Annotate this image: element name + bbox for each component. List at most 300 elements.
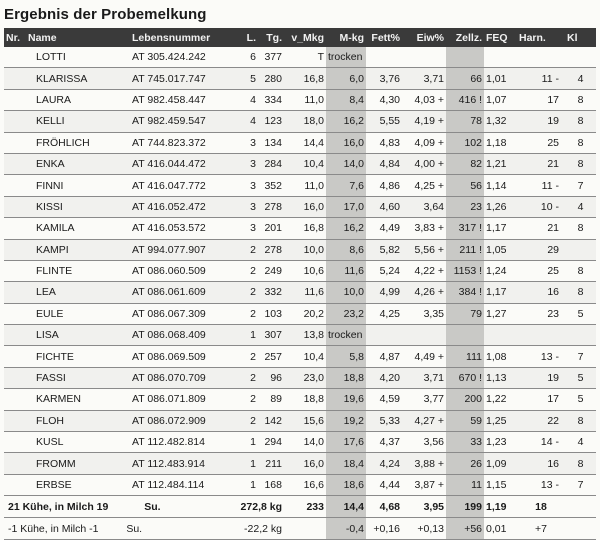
tage: 168 [258, 474, 284, 495]
feq: 1,26 [484, 196, 517, 217]
zellzahl: 26 [446, 453, 484, 474]
diff-fett: +0,16 [366, 518, 402, 540]
cow-name: KLARISSA [26, 68, 130, 89]
klasse: 4 [565, 432, 596, 453]
v-mkg: 18,8 [284, 389, 326, 410]
lebensnummer: AT 416.053.572 [130, 218, 238, 239]
row-nr [4, 453, 26, 474]
klasse: 8 [565, 282, 596, 303]
v-mkg: 16,6 [284, 474, 326, 495]
laktation: 2 [238, 282, 258, 303]
fett: 4,20 [366, 367, 402, 388]
cow-name: FLOH [26, 410, 130, 431]
zellzahl [446, 47, 484, 68]
laktation: 6 [238, 47, 258, 68]
header-eiweiss: Eiw% [402, 28, 446, 47]
tage: 278 [258, 239, 284, 260]
fett: 5,82 [366, 239, 402, 260]
laktation: 3 [238, 175, 258, 196]
v-mkg: 11,6 [284, 282, 326, 303]
row-nr [4, 47, 26, 68]
m-kg: 18,6 [326, 474, 366, 495]
row-nr [4, 89, 26, 110]
harnstoff: 13 - [517, 474, 565, 495]
tage: 307 [258, 325, 284, 346]
feq [484, 47, 517, 68]
klasse [565, 47, 596, 68]
laktation: 3 [238, 132, 258, 153]
lebensnummer: AT 744.823.372 [130, 132, 238, 153]
feq: 1,32 [484, 111, 517, 132]
fett: 4,86 [366, 175, 402, 196]
difference-row [4, 518, 596, 540]
feq: 1,08 [484, 346, 517, 367]
header-nr: Nr. [4, 28, 26, 47]
table-row [4, 153, 596, 174]
fett: 4,59 [366, 389, 402, 410]
row-nr [4, 196, 26, 217]
row-nr [4, 389, 26, 410]
eiweiss [402, 47, 446, 68]
table-row [4, 432, 596, 453]
cow-name: KELLI [26, 111, 130, 132]
tage: 352 [258, 175, 284, 196]
row-nr [4, 432, 26, 453]
v-mkg: 11,0 [284, 175, 326, 196]
lebensnummer: AT 112.482.814 [130, 432, 238, 453]
summary-harnstoff: 18 [517, 496, 565, 518]
m-kg: 11,6 [326, 260, 366, 281]
summary-su-label: Su. [144, 500, 161, 513]
m-kg: 7,6 [326, 175, 366, 196]
tage: 96 [258, 367, 284, 388]
cow-name: KUSL [26, 432, 130, 453]
m-kg: 18,4 [326, 453, 366, 474]
summary-eiweiss: 3,95 [402, 496, 446, 518]
klasse: 8 [565, 153, 596, 174]
tage: 332 [258, 282, 284, 303]
zellzahl: 211 ! [446, 239, 484, 260]
summary-tage: 233 [284, 496, 326, 518]
cow-name: LAURA [26, 89, 130, 110]
eiweiss: 4,25 + [402, 175, 446, 196]
summary-fett: 4,68 [366, 496, 402, 518]
tage: 211 [258, 453, 284, 474]
lebensnummer: AT 086.069.509 [130, 346, 238, 367]
feq: 1,25 [484, 410, 517, 431]
row-nr [4, 367, 26, 388]
laktation: 2 [238, 260, 258, 281]
laktation: 2 [238, 303, 258, 324]
cow-name: ERBSE [26, 474, 130, 495]
zellzahl [446, 325, 484, 346]
harnstoff: 14 - [517, 432, 565, 453]
fett: 4,37 [366, 432, 402, 453]
harnstoff: 19 [517, 111, 565, 132]
feq: 1,21 [484, 153, 517, 174]
m-kg: 16,2 [326, 111, 366, 132]
diff-feq: 0,01 [484, 518, 517, 540]
m-kg: 16,0 [326, 132, 366, 153]
klasse [565, 325, 596, 346]
cow-name: LISA [26, 325, 130, 346]
laktation: 3 [238, 153, 258, 174]
lebensnummer: AT 086.067.309 [130, 303, 238, 324]
v-mkg: 11,0 [284, 89, 326, 110]
header-tage: Tg. [258, 28, 284, 47]
row-nr [4, 218, 26, 239]
harnstoff: 29 [517, 239, 565, 260]
harnstoff: 11 - [517, 68, 565, 89]
m-kg: 17,6 [326, 432, 366, 453]
row-nr [4, 303, 26, 324]
feq: 1,17 [484, 218, 517, 239]
lebensnummer: AT 086.072.909 [130, 410, 238, 431]
feq: 1,22 [484, 389, 517, 410]
v-mkg: 14,4 [284, 132, 326, 153]
row-nr [4, 346, 26, 367]
harnstoff: 21 [517, 153, 565, 174]
diff-zellzahl: +56 [446, 518, 484, 540]
eiweiss: 3,64 [402, 196, 446, 217]
zellzahl: 59 [446, 410, 484, 431]
klasse: 4 [565, 68, 596, 89]
row-nr [4, 239, 26, 260]
klasse: 7 [565, 346, 596, 367]
eiweiss: 3,56 [402, 432, 446, 453]
v-mkg: 16,8 [284, 68, 326, 89]
klasse: 7 [565, 175, 596, 196]
laktation: 1 [238, 325, 258, 346]
header-name: Name [26, 28, 130, 47]
v-mkg: T [284, 47, 326, 68]
m-kg: 8,4 [326, 89, 366, 110]
v-mkg: 16,0 [284, 453, 326, 474]
table-footer [4, 496, 596, 540]
m-kg: 10,0 [326, 282, 366, 303]
zellzahl: 384 ! [446, 282, 484, 303]
header-m-kg: M-kg [326, 28, 366, 47]
fett: 3,76 [366, 68, 402, 89]
klasse: 8 [565, 410, 596, 431]
v-mkg: 20,2 [284, 303, 326, 324]
feq [484, 325, 517, 346]
row-nr [4, 410, 26, 431]
header-harnstoff: Harn. [517, 28, 565, 47]
diff-label: -1 Kühe, in Milch -1 [8, 522, 99, 535]
lebensnummer: AT 086.070.709 [130, 367, 238, 388]
v-mkg: 14,0 [284, 432, 326, 453]
m-kg: 8,6 [326, 239, 366, 260]
fett: 4,25 [366, 303, 402, 324]
feq: 1,13 [484, 367, 517, 388]
fett: 4,84 [366, 153, 402, 174]
tage: 278 [258, 196, 284, 217]
klasse: 8 [565, 260, 596, 281]
zellzahl: 416 ! [446, 89, 484, 110]
m-kg: 16,2 [326, 218, 366, 239]
row-nr [4, 111, 26, 132]
zellzahl: 11 [446, 474, 484, 495]
table-row [4, 474, 596, 495]
diff-total-kg: -22,2 kg [238, 518, 284, 540]
laktation: 1 [238, 432, 258, 453]
tage: 201 [258, 218, 284, 239]
summary-v-mkg [565, 496, 596, 518]
fett: 5,33 [366, 410, 402, 431]
m-kg: trocken [326, 47, 366, 68]
eiweiss: 4,26 + [402, 282, 446, 303]
eiweiss: 3,88 + [402, 453, 446, 474]
lebensnummer: AT 086.071.809 [130, 389, 238, 410]
klasse: 8 [565, 132, 596, 153]
table-row [4, 132, 596, 153]
v-mkg: 13,8 [284, 325, 326, 346]
laktation: 3 [238, 196, 258, 217]
lebensnummer: AT 416.052.472 [130, 196, 238, 217]
fett: 4,44 [366, 474, 402, 495]
summary-zellzahl: 199 [446, 496, 484, 518]
cow-name: FLINTE [26, 260, 130, 281]
zellzahl: 78 [446, 111, 484, 132]
eiweiss: 4,22 + [402, 260, 446, 281]
row-nr [4, 325, 26, 346]
v-mkg: 10,4 [284, 153, 326, 174]
lebensnummer: AT 982.459.547 [130, 111, 238, 132]
table-row [4, 196, 596, 217]
laktation: 2 [238, 346, 258, 367]
table-row [4, 89, 596, 110]
feq: 1,24 [484, 260, 517, 281]
m-kg: 23,2 [326, 303, 366, 324]
harnstoff: 19 [517, 367, 565, 388]
eiweiss: 3,83 + [402, 218, 446, 239]
table-body [4, 47, 596, 496]
fett: 5,24 [366, 260, 402, 281]
v-mkg: 10,0 [284, 239, 326, 260]
eiweiss: 3,77 [402, 389, 446, 410]
diff-m-kg: -0,4 [326, 518, 366, 540]
laktation: 2 [238, 367, 258, 388]
klasse: 8 [565, 89, 596, 110]
m-kg: 5,8 [326, 346, 366, 367]
results-table [4, 28, 596, 540]
v-mkg: 15,6 [284, 410, 326, 431]
cow-name: KARMEN [26, 389, 130, 410]
zellzahl: 102 [446, 132, 484, 153]
v-mkg: 10,4 [284, 346, 326, 367]
harnstoff: 11 - [517, 175, 565, 196]
feq: 1,07 [484, 89, 517, 110]
tage: 257 [258, 346, 284, 367]
harnstoff [517, 325, 565, 346]
eiweiss [402, 325, 446, 346]
table-header [4, 28, 596, 47]
klasse: 8 [565, 453, 596, 474]
summary-row [4, 496, 596, 518]
feq: 1,15 [484, 474, 517, 495]
row-nr [4, 282, 26, 303]
klasse: 8 [565, 111, 596, 132]
laktation: 1 [238, 474, 258, 495]
klasse: 5 [565, 303, 596, 324]
laktation: 2 [238, 239, 258, 260]
header-fett: Fett% [366, 28, 402, 47]
laktation: 2 [238, 389, 258, 410]
feq: 1,18 [484, 132, 517, 153]
tage: 142 [258, 410, 284, 431]
zellzahl: 82 [446, 153, 484, 174]
lebensnummer: AT 416.047.772 [130, 175, 238, 196]
cow-name: FRÖHLICH [26, 132, 130, 153]
tage: 89 [258, 389, 284, 410]
v-mkg: 23,0 [284, 367, 326, 388]
laktation: 4 [238, 111, 258, 132]
v-mkg: 10,6 [284, 260, 326, 281]
harnstoff: 16 [517, 282, 565, 303]
feq: 1,09 [484, 453, 517, 474]
tage: 377 [258, 47, 284, 68]
tage: 249 [258, 260, 284, 281]
cow-name: LEA [26, 282, 130, 303]
table-row [4, 325, 596, 346]
header-laktation: L. [238, 28, 258, 47]
table-row [4, 239, 596, 260]
summary-label: 21 Kühe, in Milch 19 [8, 500, 109, 513]
laktation: 1 [238, 453, 258, 474]
lebensnummer: AT 416.044.472 [130, 153, 238, 174]
klasse: 4 [565, 196, 596, 217]
tage: 294 [258, 432, 284, 453]
lebensnummer: AT 745.017.747 [130, 68, 238, 89]
harnstoff: 10 - [517, 196, 565, 217]
eiweiss: 3,87 + [402, 474, 446, 495]
table-row [4, 453, 596, 474]
eiweiss: 3,35 [402, 303, 446, 324]
eiweiss: 3,71 [402, 68, 446, 89]
table-row [4, 389, 596, 410]
cow-name: LOTTI [26, 47, 130, 68]
diff-harnstoff: +7 [517, 518, 565, 540]
lebensnummer: AT 112.483.914 [130, 453, 238, 474]
m-kg: 19,2 [326, 410, 366, 431]
cow-name: ENKA [26, 153, 130, 174]
cow-name: FROMM [26, 453, 130, 474]
fett: 4,99 [366, 282, 402, 303]
cow-name: KAMILA [26, 218, 130, 239]
table-row [4, 111, 596, 132]
m-kg: 18,8 [326, 367, 366, 388]
m-kg: 14,0 [326, 153, 366, 174]
cow-name: EULE [26, 303, 130, 324]
row-nr [4, 260, 26, 281]
row-nr [4, 153, 26, 174]
zellzahl: 66 [446, 68, 484, 89]
header-lebensnummer: Lebensnummer [130, 28, 238, 47]
summary-m-kg: 14,4 [326, 496, 366, 518]
laktation: 5 [238, 68, 258, 89]
laktation: 2 [238, 410, 258, 431]
fett [366, 47, 402, 68]
feq: 1,14 [484, 175, 517, 196]
cow-name: FICHTE [26, 346, 130, 367]
header-klasse: Kl [565, 28, 596, 47]
tage: 123 [258, 111, 284, 132]
tage: 103 [258, 303, 284, 324]
tage: 284 [258, 153, 284, 174]
row-nr [4, 132, 26, 153]
header-zellzahl: Zellz. [446, 28, 484, 47]
fett: 4,83 [366, 132, 402, 153]
harnstoff: 13 - [517, 346, 565, 367]
feq: 1,05 [484, 239, 517, 260]
eiweiss: 4,27 + [402, 410, 446, 431]
fett [366, 325, 402, 346]
diff-eiweiss: +0,13 [402, 518, 446, 540]
tage: 134 [258, 132, 284, 153]
m-kg: 6,0 [326, 68, 366, 89]
row-nr [4, 68, 26, 89]
zellzahl: 56 [446, 175, 484, 196]
table-row [4, 303, 596, 324]
m-kg: 17,0 [326, 196, 366, 217]
feq: 1,27 [484, 303, 517, 324]
header-v-mkg: v_Mkg [284, 28, 326, 47]
eiweiss: 4,19 + [402, 111, 446, 132]
laktation: 3 [238, 218, 258, 239]
harnstoff: 16 [517, 453, 565, 474]
klasse: 8 [565, 218, 596, 239]
lebensnummer: AT 994.077.907 [130, 239, 238, 260]
page-title: Ergebnis der Probemelkung [4, 6, 207, 23]
harnstoff: 21 [517, 218, 565, 239]
summary-feq: 1,19 [484, 496, 517, 518]
lebensnummer: AT 112.484.114 [130, 474, 238, 495]
table-row [4, 218, 596, 239]
table-row [4, 175, 596, 196]
harnstoff: 25 [517, 132, 565, 153]
cow-name: FINNI [26, 175, 130, 196]
klasse [565, 239, 596, 260]
zellzahl: 33 [446, 432, 484, 453]
klasse: 7 [565, 474, 596, 495]
v-mkg: 16,0 [284, 196, 326, 217]
harnstoff: 17 [517, 389, 565, 410]
m-kg: trocken [326, 325, 366, 346]
zellzahl: 317 ! [446, 218, 484, 239]
lebensnummer: AT 086.061.609 [130, 282, 238, 303]
zellzahl: 1153 ! [446, 260, 484, 281]
v-mkg: 16,8 [284, 218, 326, 239]
tage: 280 [258, 68, 284, 89]
fett: 4,87 [366, 346, 402, 367]
tage: 334 [258, 89, 284, 110]
table-row [4, 47, 596, 68]
harnstoff: 23 [517, 303, 565, 324]
table-row [4, 346, 596, 367]
cow-name: FASSI [26, 367, 130, 388]
klasse: 5 [565, 389, 596, 410]
feq: 1,23 [484, 432, 517, 453]
laktation: 4 [238, 89, 258, 110]
fett: 4,24 [366, 453, 402, 474]
table-row [4, 410, 596, 431]
feq: 1,17 [484, 282, 517, 303]
klasse: 5 [565, 367, 596, 388]
zellzahl: 111 [446, 346, 484, 367]
lebensnummer: AT 086.068.409 [130, 325, 238, 346]
harnstoff [517, 47, 565, 68]
